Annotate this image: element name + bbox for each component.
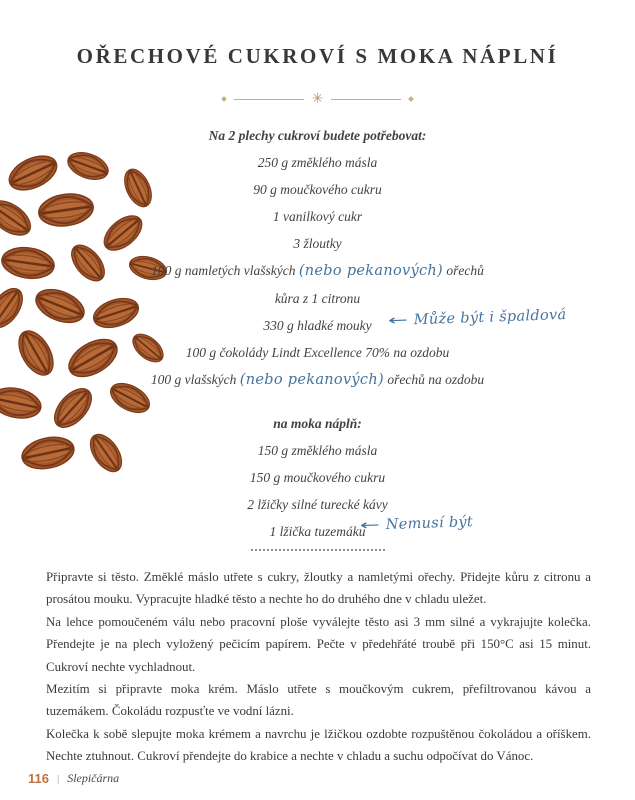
footer-separator: |	[56, 772, 60, 785]
ingredient-text: kůra z 1 citronu	[274, 291, 361, 306]
instruction-paragraph: Na lehce pomoučeném válu nebo pracovní ploše vyválejte těsto asi 3 mm silné a vykrajujte kolečka. Přendejte je na plech vyložený pečicím papírem. Pečte v předehřáté troubě při 150°C asi 15 minut. Cukroví nechte vychladnout.	[46, 614, 591, 674]
ingredients-heading-dough: Na 2 plechy cukroví budete potřebovat:	[208, 128, 427, 143]
ingredient-text: 90 g moučkového cukru	[253, 182, 382, 197]
ingredient-text: 3 žloutky	[293, 236, 342, 251]
dotted-divider	[251, 549, 385, 551]
ingredient-line	[0, 176, 635, 203]
ingredient-line	[0, 339, 635, 366]
ingredient-line	[0, 230, 635, 257]
instruction-paragraph: Mezitím si připravte moka krém. Máslo utřete s moučkovým cukrem, přefiltrovanou kávou a tuzemákem. Čokoládu rozpusťte ve vodní lázni.	[46, 682, 591, 719]
ingredient-line	[0, 464, 635, 491]
ingredient-line	[0, 149, 635, 176]
ingredient-text: 150 g změklého másla	[257, 443, 378, 458]
ingredient-text: 100 g vlašských	[150, 372, 240, 387]
ingredient-line	[0, 306, 635, 339]
instructions-section	[46, 566, 591, 766]
handwritten-note: Může být i špaldová	[412, 306, 567, 329]
page-number: 116	[28, 771, 49, 786]
ingredients-section	[0, 122, 635, 545]
ingredient-text: ořechů na ozdobu	[383, 372, 485, 387]
diamond-icon	[409, 96, 415, 102]
ingredient-text: 1 vanilkový cukr	[272, 209, 363, 224]
handwritten-note: (nebo pekanových)	[298, 263, 443, 279]
divider-line	[331, 99, 401, 100]
instruction-paragraph: Připravte si těsto. Změklé máslo utřete s cukry, žloutky a namletými ořechy. Přidejte kůru z citronu a prosátou mouku. Vypracujte hladké těsto a nechte ho do druhého dne v chladu uležet.	[46, 570, 591, 607]
ingredient-line	[0, 366, 635, 394]
left-arrow-icon: ←	[387, 312, 408, 330]
divider-line	[234, 99, 304, 100]
snowflake-icon: ✳	[311, 91, 324, 107]
margin-note-spelt	[387, 302, 567, 335]
ingredient-line	[0, 437, 635, 464]
ingredient-text: 100 g čokolády Lindt Excellence 70% na ozdobu	[185, 345, 450, 360]
handwritten-note: (nebo pekanových)	[239, 372, 384, 388]
instruction-paragraph: Kolečka k sobě slepujte moka krémem a navrchu je lžičkou ozdobte rozpuštěnou čokoládou a oříškem. Nechte ztuhnout. Cukroví přendejte do krabice a nechte v chladu a suchu odpočívat do Vánoc.	[46, 726, 591, 764]
ornament-divider	[0, 92, 635, 106]
ingredient-line	[0, 257, 635, 285]
ingredient-line	[0, 514, 635, 545]
ingredients-heading-filling: na moka náplň:	[273, 416, 362, 431]
ingredient-text: ořechů	[443, 263, 484, 278]
ingredient-text: 100 g namletých vlašských	[151, 263, 299, 278]
ingredient-line	[0, 203, 635, 230]
ingredient-text: 150 g moučkového cukru	[249, 470, 386, 485]
diamond-icon	[221, 96, 227, 102]
ingredient-text: 1 lžička tuzemáku	[269, 524, 366, 539]
ingredient-text: 330 g hladké mouky	[263, 318, 372, 333]
page-title: OŘECHOVÉ CUKROVÍ S MOKA NÁPLNÍ	[76, 44, 559, 68]
left-arrow-icon: ←	[359, 517, 380, 535]
book-title: Slepičárna	[67, 771, 120, 785]
ingredient-text: 2 lžičky silné turecké kávy	[247, 497, 388, 512]
ingredient-text: 250 g změklého másla	[257, 155, 378, 170]
margin-note-optional	[359, 509, 473, 540]
ingredient-line	[0, 491, 635, 518]
handwritten-note: Nemusí být	[384, 514, 473, 534]
page-footer	[28, 771, 119, 786]
